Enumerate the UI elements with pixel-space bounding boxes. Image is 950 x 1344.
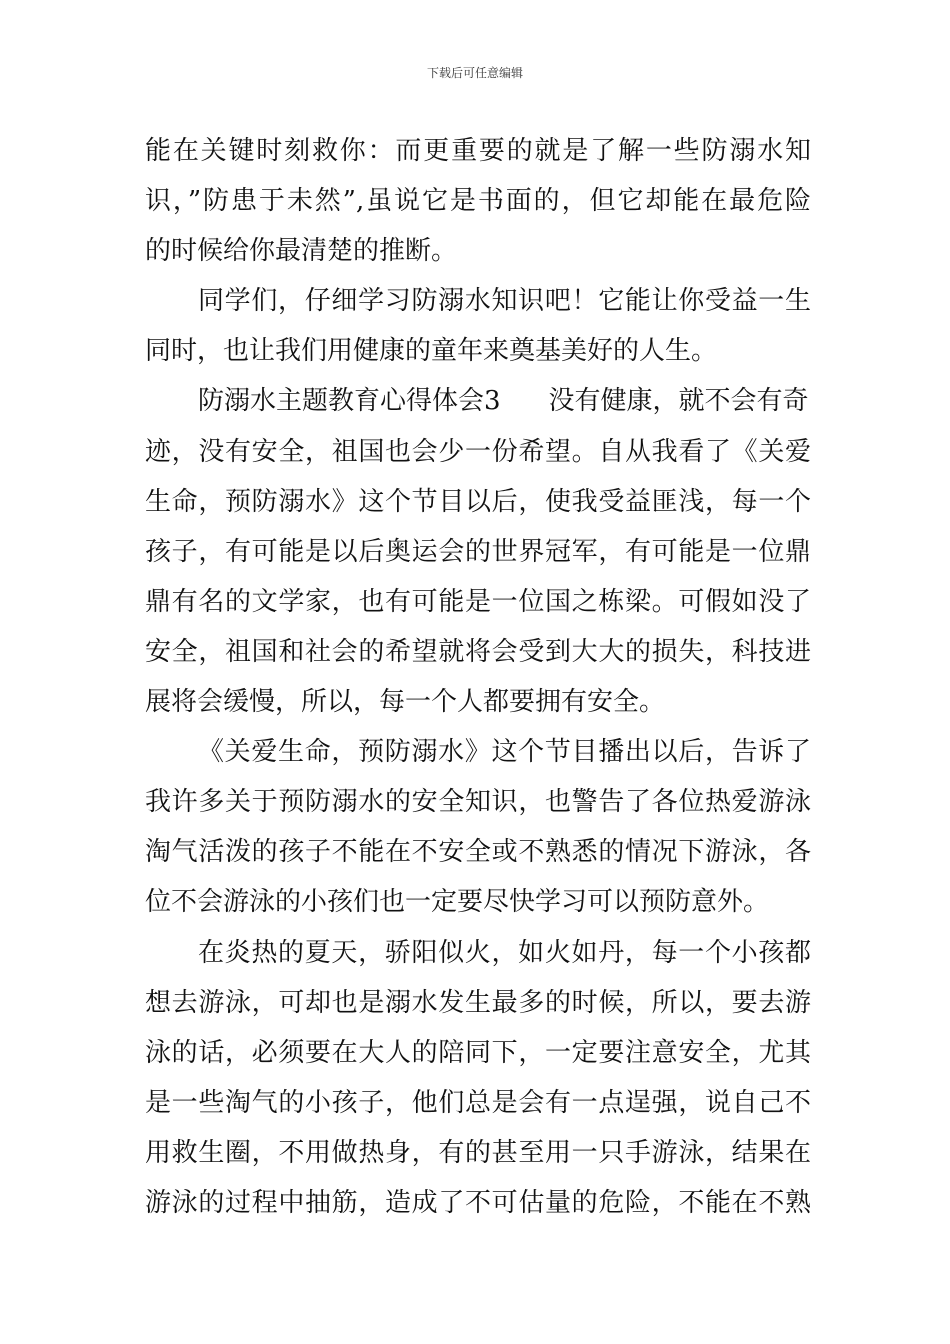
text-line: 淘气活泼的孩子不能在不安全或不熟悉的情况下游泳，各 [145,837,811,868]
text-line [145,376,811,426]
text-line: 孩子，有可能是以后奥运会的世界冠军，有可能是一位鼎 [145,536,811,567]
text-line: 能在关键时刻救你：而更重要的就是了解一些防溺水知 [145,136,811,166]
text-line: 同时，也让我们用健康的童年来奠基美好的人生。 [145,336,718,367]
section-title: 防溺水主题教育心得体会3 [198,386,501,417]
document-body [145,126,811,1228]
text-line: 想去游泳，可却也是溺水发生最多的时候，所以，要去游 [145,987,811,1018]
text-line: 泳的话，必须要在大人的陪同下，一定要注意安全，尤其 [145,1037,811,1068]
text-line: 用救生圈，不用做热身，有的甚至用一只手游泳，结果在 [145,1137,811,1168]
text-line: 鼎有名的文学家，也有可能是一位国之栋梁。可假如没了 [145,586,811,617]
text-line: 《关爱生命，预防溺水》这个节目播出以后，告诉了 [198,737,811,768]
text-line: 迹，没有安全，祖国也会少一份希望。自从我看了《关爱 [145,436,811,467]
text-line: 识，”防患于未然”,虽说它是书面的，但它却能在最危险 [145,186,811,217]
text-line: 在炎热的夏天，骄阳似火，如火如丹，每一个小孩都 [198,937,811,968]
text-line: 生命，预防溺水》这个节目以后，使我受益匪浅，每一个 [145,486,811,517]
text-line: 同学们，仔细学习防溺水知识吧！它能让你受益一生 [198,286,811,317]
text-line: 展将会缓慢，所以，每一个人都要拥有安全。 [145,687,666,718]
text-line: 是一些淘气的小孩子，他们总是会有一点逞强，说自己不 [145,1087,811,1118]
text-line: 安全，祖国和社会的希望就将会受到大大的损失，科技进 [145,636,811,667]
text-line: 位不会游泳的小孩们也一定要尽快学习可以预防意外。 [145,887,770,918]
text-line: 我许多关于预防溺水的安全知识，也警告了各位热爱游泳 [145,787,811,818]
text-line: 游泳的过程中抽筋，造成了不可估量的危险，不能在不熟 [145,1187,811,1218]
page-header: 下载后可任意编辑 [426,66,523,80]
text-span: 没有健康，就不会有奇 [548,386,809,417]
text-line: 的时候给你最清楚的推断。 [145,236,458,267]
